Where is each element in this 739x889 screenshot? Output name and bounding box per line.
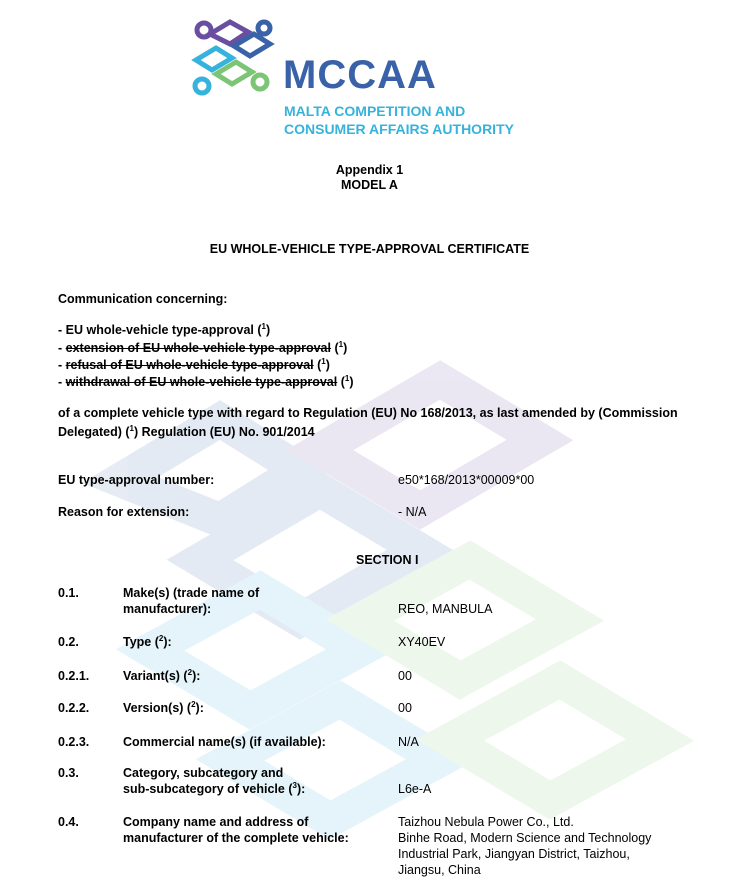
extension-reason-label: Reason for extension: [58, 505, 190, 519]
field-value: Taizhou Nebula Power Co., Ltd. [398, 815, 574, 829]
field-value: Industrial Park, Jiangyan District, Taizhou, [398, 847, 630, 861]
field-label: Type ($^2$): [123, 633, 172, 649]
certificate-title: EU WHOLE-VEHICLE TYPE-APPROVAL CERTIFICATE [209, 242, 530, 256]
field-number: 0.2.3. [58, 735, 90, 749]
field-label: sub-subcategory of vehicle ($^3$): [123, 780, 306, 796]
field-label: Make(s) (trade name of [123, 586, 260, 600]
field-value: 00 [398, 701, 412, 715]
section-title: SECTION I [356, 553, 419, 567]
mccaa-logo-icon [190, 14, 280, 104]
field-value: XY40EV [398, 635, 446, 649]
field-label: Company name and address of [123, 815, 309, 829]
field-label: Version(s) ($^2$): [123, 699, 204, 715]
extension-reason-value: - N/A [398, 505, 427, 519]
field-number: 0.1. [58, 586, 79, 600]
field-number: 0.2.1. [58, 669, 90, 683]
authority-name-line1: MALTA COMPETITION AND [284, 103, 466, 119]
communication-item: - refusal of EU whole-vehicle type-approval ($^1$) [58, 356, 330, 372]
field-number: 0.4. [58, 815, 79, 829]
field-value: 00 [398, 669, 412, 683]
field-label: manufacturer): [123, 602, 212, 616]
approval-number-value: e50*168/2013*00009*00 [398, 473, 535, 487]
field-value: Binhe Road, Modern Science and Technology [398, 831, 652, 845]
field-label: Commercial name(s) (if available): [123, 735, 326, 749]
communication-heading: Communication concerning: [58, 292, 228, 306]
field-label: Variant(s) ($^2$): [123, 667, 201, 683]
regulation-line1: of a complete vehicle type with regard to Regulation (EU) No 168/2013, as last amended by (Commission [58, 406, 678, 420]
communication-item: - EU whole-vehicle type-approval ($^1$) [58, 321, 271, 337]
communication-item: - extension of EU whole-vehicle type-approval ($^1$) [58, 339, 348, 355]
regulation-line2: Delegated) ($^1$) Regulation (EU) No. 901/2014 [58, 423, 315, 439]
field-label: manufacturer of the complete vehicle: [123, 831, 349, 845]
field-number: 0.2.2. [58, 701, 90, 715]
field-number: 0.3. [58, 766, 79, 780]
model-label: MODEL A [341, 178, 398, 192]
authority-name-line2: CONSUMER AFFAIRS AUTHORITY [284, 121, 514, 137]
communication-item: - withdrawal of EU whole-vehicle type-approval ($^1$) [58, 373, 354, 389]
field-number: 0.2. [58, 635, 79, 649]
authority-acronym: MCCAA [283, 53, 437, 97]
field-value: L6e-A [398, 782, 432, 796]
field-label: Category, subcategory and [123, 766, 284, 780]
appendix-label: Appendix 1 [335, 163, 404, 177]
field-value: REO, MANBULA [398, 602, 493, 616]
approval-number-label: EU type-approval number: [58, 473, 215, 487]
field-value: Jiangsu, China [398, 863, 481, 877]
field-value: N/A [398, 735, 419, 749]
